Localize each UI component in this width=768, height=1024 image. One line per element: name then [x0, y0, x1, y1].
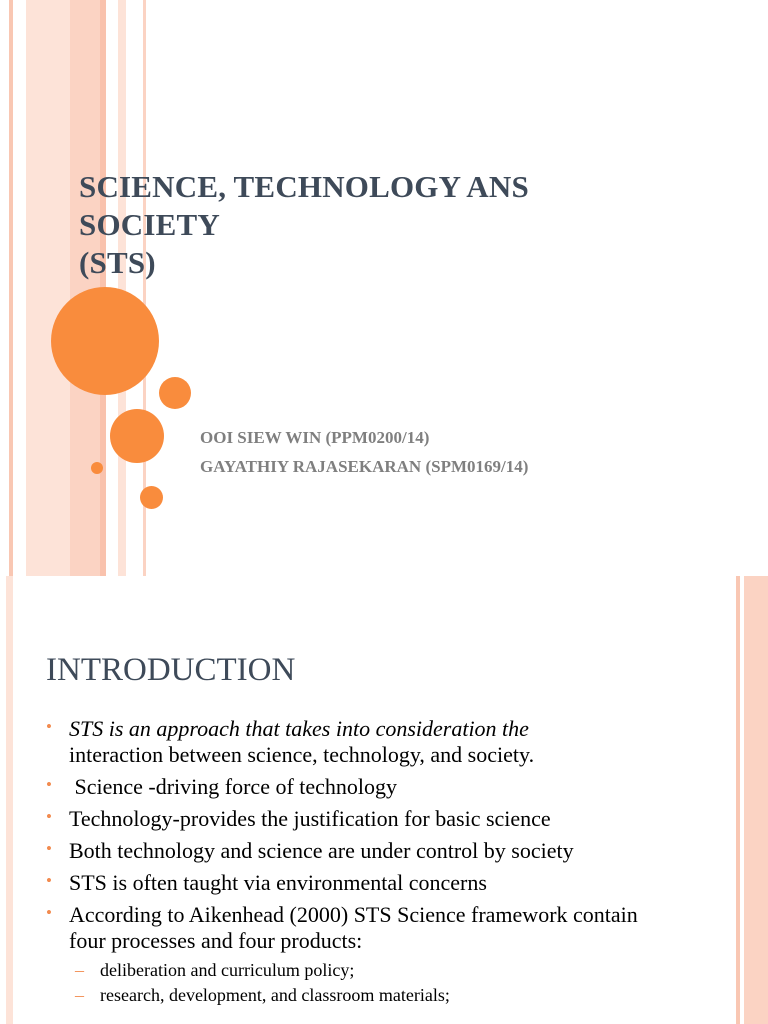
- orange-circle: [140, 486, 163, 509]
- sub-list-item: – research, development, and classroom materials;: [75, 983, 669, 1008]
- decorative-band: [736, 576, 740, 1024]
- author-list: [200, 423, 528, 481]
- list-item: [46, 870, 696, 896]
- bullet-text: Technology-provides the justification for basic science: [69, 806, 551, 831]
- slide-title: [79, 168, 699, 282]
- orange-circle: [159, 377, 191, 409]
- title-line: SCIENCE, TECHNOLOGY ANS: [79, 169, 529, 204]
- bullet-text: According to Aikenhead (2000) STS Science framework contain four processes and four products:: [69, 902, 638, 953]
- list-item: [46, 716, 696, 768]
- bullet-text: STS is often taught via environmental concerns: [69, 870, 487, 895]
- large-orange-circle: [51, 287, 159, 395]
- author-line: GAYATHIY RAJASEKARAN (SPM0169/14): [200, 457, 529, 476]
- bullet-text: Both technology and science are under control by society: [69, 838, 574, 863]
- title-line: (STS): [79, 245, 156, 280]
- decorative-band: [6, 576, 13, 1024]
- sub-bullet-list: [75, 958, 669, 1008]
- bullet-italic-text: STS is an approach that takes into consideration the: [69, 716, 529, 741]
- slide-heading: INTRODUCTION: [46, 652, 296, 688]
- list-item: [46, 806, 696, 832]
- bullet-text: interaction between science, technology, and society.: [69, 742, 535, 767]
- decorative-band: [26, 0, 70, 576]
- title-line: SOCIETY: [79, 207, 220, 242]
- list-item: [46, 838, 629, 864]
- author-line: OOI SIEW WIN (PPM0200/14): [200, 428, 430, 447]
- bullet-text: Science -driving force of technology: [69, 774, 398, 799]
- sub-list-item: – deliberation and curriculum policy;: [75, 958, 669, 983]
- bullet-list: [46, 716, 696, 1014]
- list-item: [46, 774, 696, 800]
- orange-dot: [91, 462, 103, 474]
- list-item: [46, 902, 669, 1008]
- decorative-band: [9, 0, 13, 576]
- orange-circle: [110, 409, 164, 463]
- decorative-band: [744, 576, 768, 1024]
